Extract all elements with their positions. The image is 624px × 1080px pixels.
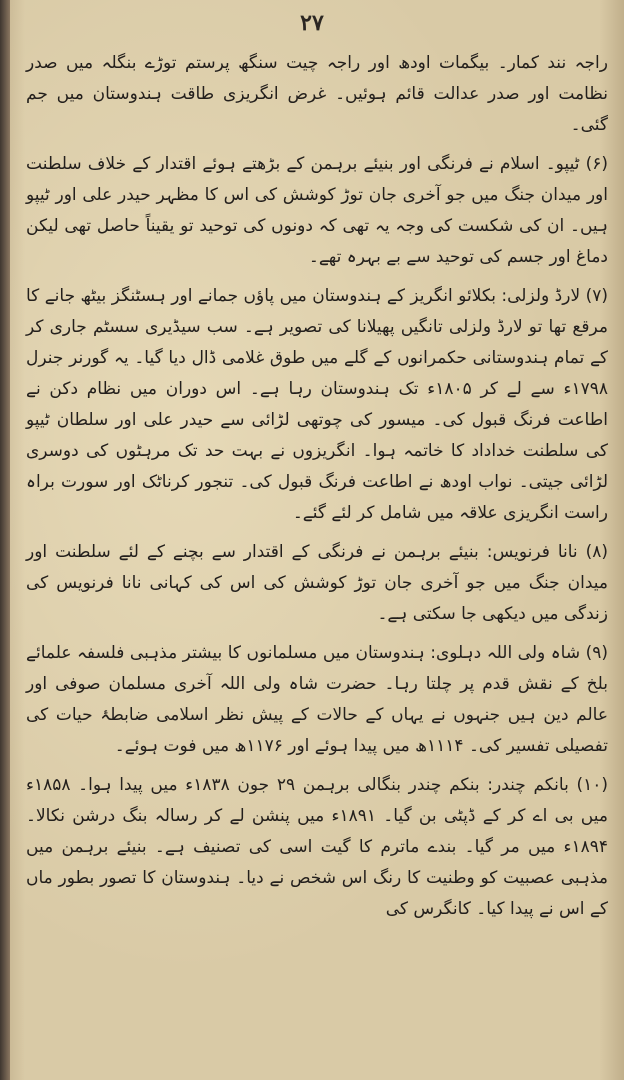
paragraph-tipu: (۶) ٹیپو۔ اسلام نے فرنگی اور بنیئے برہمن کے بڑھتے ہوئے اقتدار کے خلاف سلطنت اور میدان جنگ میں جو آخری جان توڑ کوشش کی اس کا مظہر حیدر علی اور ٹیپو ہیں۔ ان کی شکست کی وجہ یہ تھی کہ دونوں کی توحید تو یقیناً حاصل تھی لیکن دماغ اور جسم کی توحید سے بے بہرہ تھے۔	[26, 154, 608, 267]
page-body	[26, 48, 608, 925]
page-number: ۲۷	[300, 10, 324, 36]
paragraph-wellesley: (۷) لارڈ ولزلی: بکلائو انگریز کے ہندوستان میں پاؤں جمانے اور ہسٹنگز بیٹھ جانے کا مرقع تھا تو لارڈ ولزلی تانگیں پھیلانا کی تصویر ہے۔ سب سیڈیری سسٹم جاری کر کے تمام ہندوستانی حکمرانوں کے گلے میں طوق غلامی ڈال دیا گیا۔ یہ گورنر جنرل ۱۷۹۸ء سے لے کر ۱۸۰۵ء تک ہندوستان رہا ہے۔ اس دوران میں نظام دکن نے اطاعت فرنگ قبول کی۔ میسور کی چوتھی لڑائی سے حیدر علی اور سلطان ٹیپو کی سلطنت خداداد کا خاتمہ ہوا۔ انگریزوں نے بہت حد تک مرہٹوں کی دوسری لڑائی جیتی۔ نواب اودھ نے اطاعت فرنگ قبول کی۔ تنجور کرناٹک اور سورت براہ راست انگریزی علاقہ میں شامل کر لئے گئے۔	[26, 286, 608, 523]
paragraph-shah-waliullah: (۹) شاہ ولی اللہ دہلوی: ہندوستان میں مسلمانوں کا بیشتر مذہبی فلسفہ علمائے بلخ کے نقش قدم پر چلتا رہا۔ حضرت شاہ ولی اللہ آخری مسلمان صوفی اور عالم دین ہیں جنہوں نے یہاں کے حالات کے پیش نظر اسلامی ضابطۂ حیات کی تفصیلی تفسیر کی۔ ۱۱۱۴ھ میں پیدا ہوئے اور ۱۱۷۶ھ میں فوت ہوئے۔	[26, 643, 608, 756]
paragraph-bankim-chandra: (۱۰) بانکم چندر: بنکم چندر بنگالی برہمن ۲۹ جون ۱۸۳۸ء میں پیدا ہوا۔ ۱۸۵۸ء میں بی اے کر کے ڈپٹی بن گیا۔ ۱۸۹۱ء میں پنشن لے کر رسالہ بنگ درشن نکالا۔ ۱۸۹۴ء میں مر گیا۔ بندے ماترم کا گیت اسی کی تصنیف ہے۔ بنیئے برہمن میں مذہبی عصبیت کو وطنیت کا رنگ اس شخص نے دیا۔ ہندوستان کا تصور بطور ماں کے اس نے پیدا کیا۔ کانگرس کی	[26, 775, 608, 919]
binding-gutter	[0, 0, 10, 1080]
paragraph-intro: راجہ نند کمار۔ بیگمات اودھ اور راجہ چیت سنگھ پرستم توڑے بنگلہ میں صدر نظامت اور صدر عدالت قائم ہوئیں۔ غرض انگریزی طاقت ہندوستان میں جم گئی۔	[26, 53, 608, 135]
paragraph-nana-farnavis: (۸) نانا فرنویس: بنیئے برہمن نے فرنگی کے اقتدار سے بچنے کے لئے سلطنت اور میدان جنگ میں جو آخری جان توڑ کوشش کی اس کی کہانی نانا فرنویس کی زندگی میں دیکھی جا سکتی ہے۔	[26, 542, 608, 624]
